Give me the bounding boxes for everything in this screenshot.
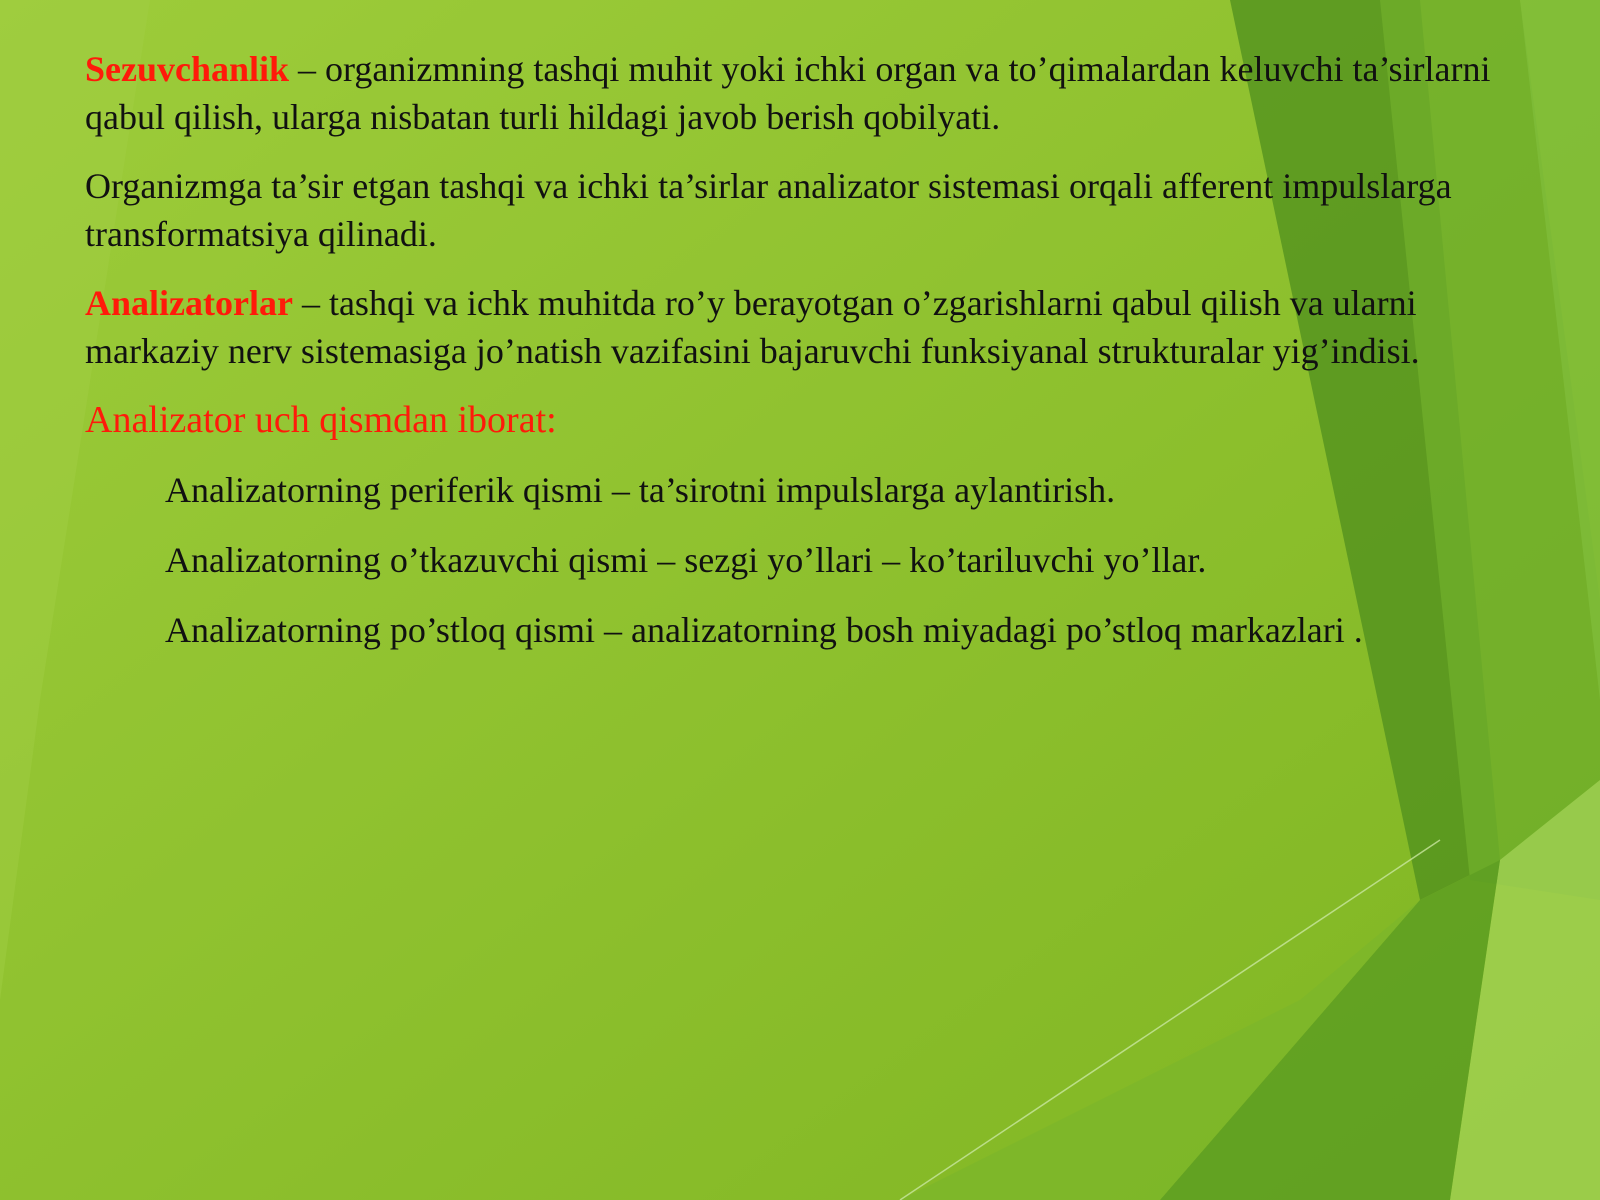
definition-sezuvchanlik	[85, 45, 1535, 141]
definition-text: – tashqi va ichk muhitda ro’y berayotgan o’zgarishlarni qabul qilish va ularni markaziy nerv sistemasiga jo’natish vazifasini bajaruvchi funksiyanal strukturalar yig’indisi.	[85, 283, 1420, 371]
definition-text: – organizmning tashqi muhit yoki ichki organ va to’qimalardan keluvchi ta’sirlarni qabul qilish, ularga nisbatan turli hildagi javob berish qobilyati.	[85, 49, 1491, 137]
term-sezuvchanlik: Sezuvchanlik	[85, 49, 290, 89]
list-item: Analizatorning po’stloq qismi – analizatorning bosh miyadagi po’stloq markazlari .	[165, 610, 1363, 650]
list-item: Analizatorning o’tkazuvchi qismi – sezgi yo’llari – ko’tariluvchi yo’llar.	[165, 540, 1207, 580]
paragraph-text: Organizmga ta’sir etgan tashqi va ichki ta’sirlar analizator sistemasi orqali afferent impulslarga transformatsiya qilinadi.	[85, 166, 1452, 254]
paragraph-afferent	[85, 162, 1535, 258]
section-heading: Analizator uch qismdan iborat:	[85, 399, 557, 441]
slide-content	[85, 45, 1535, 676]
term-analizatorlar: Analizatorlar	[85, 283, 293, 323]
definition-analizatorlar	[85, 279, 1535, 375]
analyzer-parts-list	[85, 466, 1535, 654]
list-item: Analizatorning periferik qismi – ta’sirotni impulslarga aylantirish.	[165, 470, 1116, 510]
